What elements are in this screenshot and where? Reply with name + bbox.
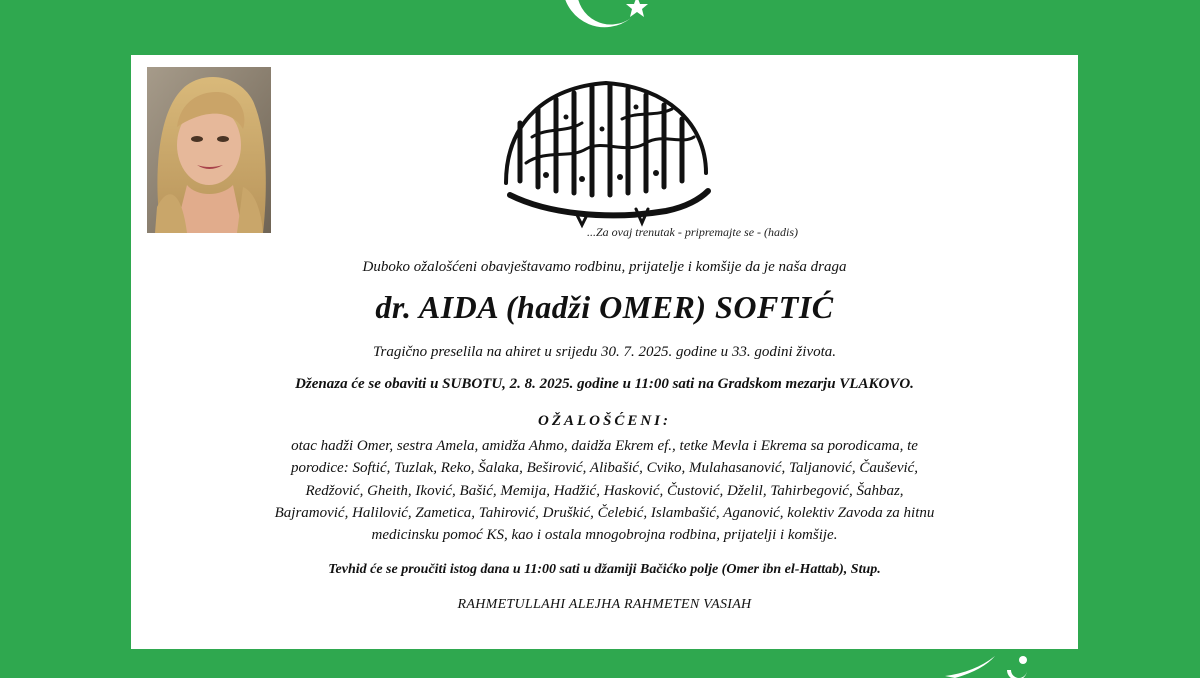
hadis-quote: ...Za ovaj trenutak - pripremajte se - (hadis) [586, 225, 799, 239]
mourners-line: otac hadži Omer, sestra Amela, amidža Ahmo, daidža Ekrem ef., tetke Mevla i Ekrema sa porodicama, te [291, 438, 918, 454]
tevhid-text: Tevhid će se proučiti istog dana u 11:00 sati u džamiji Bačićko polje (Omer ibn el-Hattab), Stup. [328, 562, 881, 577]
obituary-card [131, 55, 1078, 649]
crescent-star-icon [545, 0, 665, 42]
deceased-portrait [147, 67, 271, 233]
funeral-prayer-text: Dženaza će se obaviti u SUBOTU, 2. 8. 2025. godine u 11:00 sati na Gradskom mezarju VLAKOVO. [295, 376, 914, 392]
intro-text: Duboko ožalošćeni obavještavamo rodbinu, prijatelje i komšije da je naša draga [362, 259, 847, 275]
mourners-line: medicinsku pomoć KS, kao i ostala mnogobrojna rodbina, prijatelji i komšije. [371, 527, 838, 544]
mourners-line: Bajramović, Halilović, Zametica, Tahirović, Druškić, Čelebić, Islambašić, Aganović, kolektiv Zavoda za hitnu [274, 504, 935, 521]
mourners-heading: OŽALOŠĆENI: [537, 413, 671, 429]
passed-away-text: Tragično preselila na ahiret u srijedu 30. 7. 2025. godine u 33. godini života. [372, 344, 837, 360]
mourners-line: porodice: Softić, Tuzlak, Reko, Šalaka, Beširović, Alibašić, Cviko, Mulahasanović, Taljanović, Čaušević, [290, 460, 919, 477]
arabic-calligraphy-emblem [486, 63, 726, 231]
mourners-list [153, 435, 1056, 546]
mourners-line: Redžović, Gheith, Iković, Bašić, Memija, Hadžić, Hasković, Čustović, Dželil, Tahirbegović, Šahbaz, [305, 482, 904, 499]
crescent-star-icon [945, 650, 1040, 678]
portrait-image [147, 67, 271, 233]
deceased-name: dr. AIDA (hadži OMER) SOFTIĆ [375, 289, 834, 325]
closing-prayer: RAHMETULLAHI ALEJHA RAHMETEN VASIAH [457, 597, 752, 612]
